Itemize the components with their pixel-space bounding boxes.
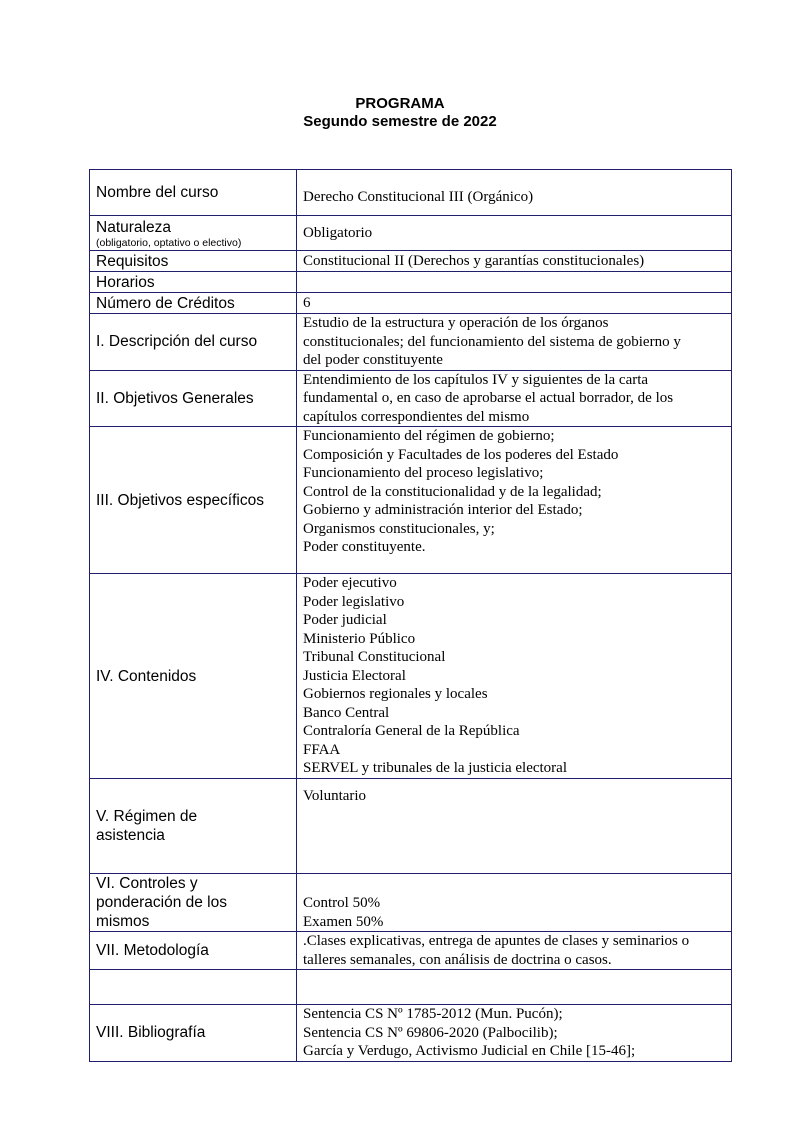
row-horarios xyxy=(90,272,732,293)
value-requisitos: Constitucional II (Derechos y garantías constitucionales) xyxy=(297,251,732,272)
bibliografia-item: García y Verdugo, Activismo Judicial en Chile [15-46]; xyxy=(303,1043,636,1059)
contenido-item: Poder ejecutivo xyxy=(303,575,397,591)
contenido-item: Banco Central xyxy=(303,704,390,721)
objetivo-especifico-item: Poder constituyente. xyxy=(303,539,426,555)
contenido-item: Justicia Electoral xyxy=(303,667,406,684)
row-nombre-del-curso xyxy=(90,170,732,216)
control-item: Control 50% xyxy=(303,895,381,911)
objetivo-especifico-item: Gobierno y administración interior del Estado; xyxy=(303,502,583,518)
contenido-item: Contraloría General de la República xyxy=(303,723,520,739)
row-controles xyxy=(90,874,732,932)
value-naturaleza: Obligatorio xyxy=(297,216,732,251)
row-empty xyxy=(90,970,732,1005)
value-objetivos-generales xyxy=(297,370,732,427)
asistencia-label-line: V. Régimen de xyxy=(96,808,198,825)
naturaleza-sublabel: (obligatorio, optativo o electivo) xyxy=(96,236,242,249)
value-regimen-de-asistencia: Voluntario xyxy=(297,779,732,874)
contenido-item: SERVEL y tribunales de la justicia electoral xyxy=(303,760,567,776)
value-controles xyxy=(297,874,732,932)
value-numero-de-creditos: 6 xyxy=(297,293,732,314)
row-bibliografia xyxy=(90,1005,732,1062)
value-metodologia xyxy=(297,932,732,970)
control-item: Examen 50% xyxy=(303,913,384,930)
label-descripcion: I. Descripción del curso xyxy=(90,314,297,371)
controles-label-line: mismos xyxy=(96,913,150,930)
controles-label-line: ponderación de los xyxy=(96,894,227,911)
row-descripcion xyxy=(90,314,732,371)
row-objetivos-generales xyxy=(90,370,732,427)
row-requisitos xyxy=(90,251,732,272)
objetivos-generales-line: capítulos correspondientes del mismo xyxy=(303,408,530,425)
objetivo-especifico-item: Composición y Facultades de los poderes del Estado xyxy=(303,446,619,463)
objetivos-generales-line: fundamental o, en caso de aprobarse el actual borrador, de los xyxy=(303,390,674,406)
controles-label-line: VI. Controles y xyxy=(96,875,198,892)
value-empty xyxy=(297,970,732,1005)
label-nombre-del-curso: Nombre del curso xyxy=(90,170,297,216)
label-numero-de-creditos: Número de Créditos xyxy=(90,293,297,314)
objetivo-especifico-item: Funcionamiento del régimen de gobierno; xyxy=(303,428,555,444)
value-objetivos-especificos xyxy=(297,427,732,574)
label-naturaleza xyxy=(90,216,297,251)
contenido-item: Tribunal Constitucional xyxy=(303,649,446,665)
contenido-item: Poder judicial xyxy=(303,612,387,628)
bibliografia-item: Sentencia CS Nº 1785-2012 (Mun. Pucón); xyxy=(303,1006,563,1022)
row-regimen-de-asistencia xyxy=(90,779,732,874)
descripcion-line: Estudio de la estructura y operación de los órganos xyxy=(303,315,609,331)
label-requisitos: Requisitos xyxy=(90,251,297,272)
document-title: PROGRAMA xyxy=(355,95,445,112)
label-bibliografia: VIII. Bibliografía xyxy=(90,1005,297,1062)
label-contenidos: IV. Contenidos xyxy=(90,574,297,779)
value-bibliografia xyxy=(297,1005,732,1062)
objetivo-especifico-item: Organismos constitucionales, y; xyxy=(303,520,495,537)
document-heading xyxy=(0,95,800,131)
label-empty xyxy=(90,970,297,1005)
value-contenidos xyxy=(297,574,732,779)
objetivo-especifico-item: Funcionamiento del proceso legislativo; xyxy=(303,465,544,481)
label-objetivos-especificos: III. Objetivos específicos xyxy=(90,427,297,574)
value-descripcion xyxy=(297,314,732,371)
asistencia-label-line: asistencia xyxy=(96,827,165,844)
contenido-item: Ministerio Público xyxy=(303,630,416,647)
course-program-table xyxy=(89,169,732,1062)
value-nombre-del-curso: Derecho Constitucional III (Orgánico) xyxy=(297,170,732,216)
label-metodologia: VII. Metodología xyxy=(90,932,297,970)
row-metodologia xyxy=(90,932,732,970)
metodologia-line: .Clases explicativas, entrega de apuntes de clases y seminarios o xyxy=(303,933,690,949)
row-numero-de-creditos xyxy=(90,293,732,314)
label-controles xyxy=(90,874,297,932)
objetivos-generales-line: Entendimiento de los capítulos IV y siguientes de la carta xyxy=(303,371,649,388)
contenido-item: Poder legislativo xyxy=(303,593,405,610)
contenido-item: Gobiernos regionales y locales xyxy=(303,686,488,702)
row-contenidos xyxy=(90,574,732,779)
label-objetivos-generales: II. Objetivos Generales xyxy=(90,370,297,427)
row-naturaleza xyxy=(90,216,732,251)
descripcion-line: constitucionales; del funcionamiento del sistema de gobierno y xyxy=(303,333,681,350)
metodologia-line: talleres semanales, con análisis de doctrina o casos. xyxy=(303,951,612,968)
value-horarios xyxy=(297,272,732,293)
naturaleza-label: Naturaleza xyxy=(96,218,171,236)
contenido-item: FFAA xyxy=(303,741,341,758)
bibliografia-item: Sentencia CS Nº 69806-2020 (Palbocilib); xyxy=(303,1024,558,1041)
row-objetivos-especificos xyxy=(90,427,732,574)
label-regimen-de-asistencia xyxy=(90,779,297,874)
descripcion-line: del poder constituyente xyxy=(303,352,443,368)
label-horarios: Horarios xyxy=(90,272,297,293)
document-subtitle: Segundo semestre de 2022 xyxy=(303,113,497,130)
objetivo-especifico-item: Control de la constitucionalidad y de la legalidad; xyxy=(303,483,602,500)
